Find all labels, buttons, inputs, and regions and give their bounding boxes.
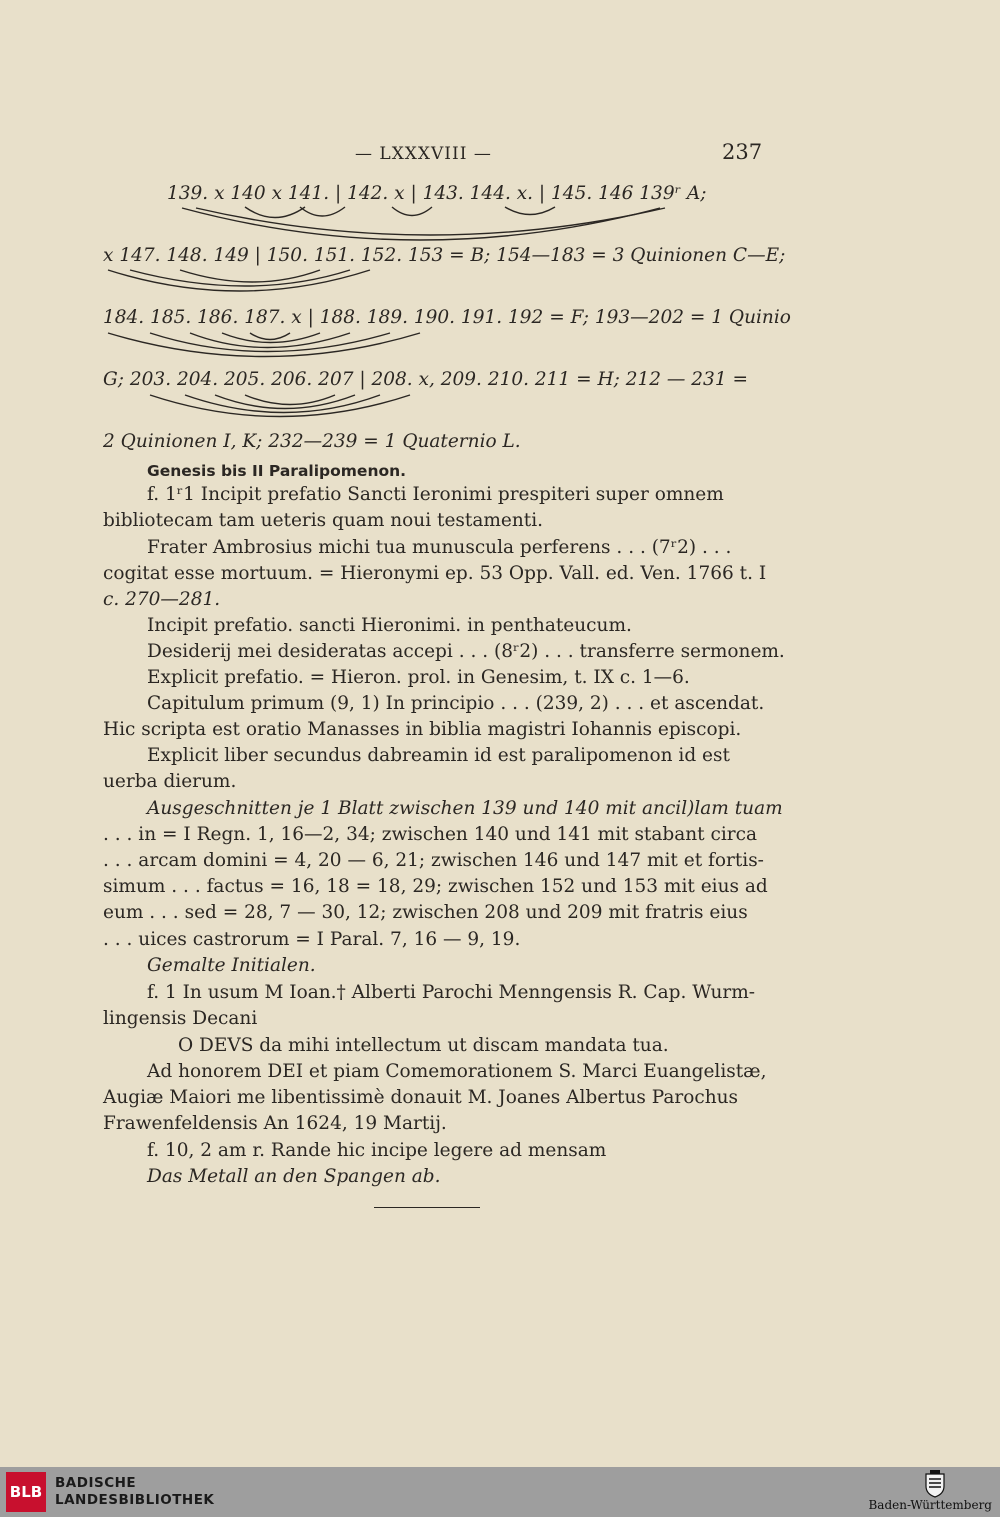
section-heading: Genesis bis II Paralipomenon. [147, 462, 407, 480]
text-line: Incipit prefatio. sancti Hieronimi. in penthateucum. [147, 615, 632, 636]
coat-of-arms-icon [924, 1470, 946, 1498]
text-line: Ad honorem DEI et piam Comemorationem S. Marci Euangelistæ, [147, 1061, 767, 1082]
text-line: Explicit liber secundus dabreamin id est paralipomenon id est [147, 745, 730, 766]
formula-line-3: 184. 185. 186. 187. x | 188. 189. 190. 191. 192 = F; 193—202 = 1 Quinio [103, 307, 791, 328]
text-line: eum . . . sed = 28, 7 — 30, 12; zwischen 208 und 209 mit fratris eius [103, 902, 748, 923]
page-header [0, 140, 1000, 170]
text-line: f. 1ʳ1 Incipit prefatio Sancti Ieronimi prespiteri super omnem [147, 484, 724, 505]
text-line: Gemalte Initialen. [147, 955, 316, 976]
blb-logo[interactable]: BLB [6, 1472, 46, 1512]
formula-line-2: x 147. 148. 149 | 150. 151. 152. 153 = B; 154—183 = 3 Quinionen C—E; [103, 245, 786, 266]
text-line: . . . uices castrorum = I Paral. 7, 16 — 9, 19. [103, 929, 521, 950]
text-line: f. 10, 2 am r. Rande hic incipe legere ad mensam [147, 1140, 607, 1161]
text-line: cogitat esse mortuum. = Hieronymi ep. 53 Opp. Vall. ed. Ven. 1766 t. I [103, 563, 767, 584]
text-line: Capitulum primum (9, 1) In principio . . . (239, 2) . . . et ascendat. [147, 693, 765, 714]
institution-name-line2: LANDESBIBLIOTHEK [55, 1492, 215, 1508]
text-line: simum . . . factus = 16, 18 = 18, 29; zwischen 152 und 153 mit eius ad [103, 876, 768, 897]
closing-rule [374, 1207, 480, 1208]
text-line: Frawenfeldensis An 1624, 19 Martij. [103, 1113, 447, 1134]
page-title: — LXXXVIII — [355, 144, 492, 164]
formula-line-4: G; 203. 204. 205. 206. 207 | 208. x, 209. 210. 211 = H; 212 — 231 = [103, 369, 748, 390]
text-line: lingensis Decani [103, 1008, 258, 1029]
text-line: Ausgeschnitten je 1 Blatt zwischen 139 und 140 mit ancil)lam tuam [147, 798, 783, 819]
region-label: Baden-Württemberg [868, 1498, 992, 1512]
formula-line-5: 2 Quinionen I, K; 232—239 = 1 Quaternio L. [103, 431, 521, 452]
text-line: Desiderij mei desideratas accepi . . . (8ʳ2) . . . transferre sermonem. [147, 641, 785, 662]
text-line: . . . in = I Regn. 1, 16—2, 34; zwischen 140 und 141 mit stabant circa [103, 824, 758, 845]
text-line: Explicit prefatio. = Hieron. prol. in Genesim, t. IX c. 1—6. [147, 667, 690, 688]
formula-line-1: 139. x 140 x 141. | 142. x | 143. 144. x. | 145. 146 139ʳ A; [167, 183, 707, 204]
text-line: uerba dierum. [103, 771, 237, 792]
text-line: O DEVS da mihi intellectum ut discam mandata tua. [178, 1035, 669, 1056]
text-line: . . . arcam domini = 4, 20 — 6, 21; zwischen 146 und 147 mit et fortis- [103, 850, 764, 871]
institution-name-line1: BADISCHE [55, 1475, 137, 1491]
text-line: Das Metall an den Spangen ab. [147, 1166, 441, 1187]
library-footer [0, 1467, 1000, 1517]
text-line: bibliotecam tam ueteris quam noui testamenti. [103, 510, 543, 531]
text-line: c. 270—281. [103, 589, 221, 610]
text-line: Augiæ Maiori me libentissimè donauit M. Joanes Albertus Parochus [103, 1087, 739, 1108]
text-line: Hic scripta est oratio Manasses in biblia magistri Iohannis episcopi. [103, 719, 742, 740]
text-line: f. 1 In usum M Ioan.† Alberti Parochi Menngensis R. Cap. Wurm- [147, 982, 756, 1003]
page-number: 237 [722, 140, 763, 164]
text-line: Frater Ambrosius michi tua munuscula perferens . . . (7ʳ2) . . . [147, 537, 732, 558]
